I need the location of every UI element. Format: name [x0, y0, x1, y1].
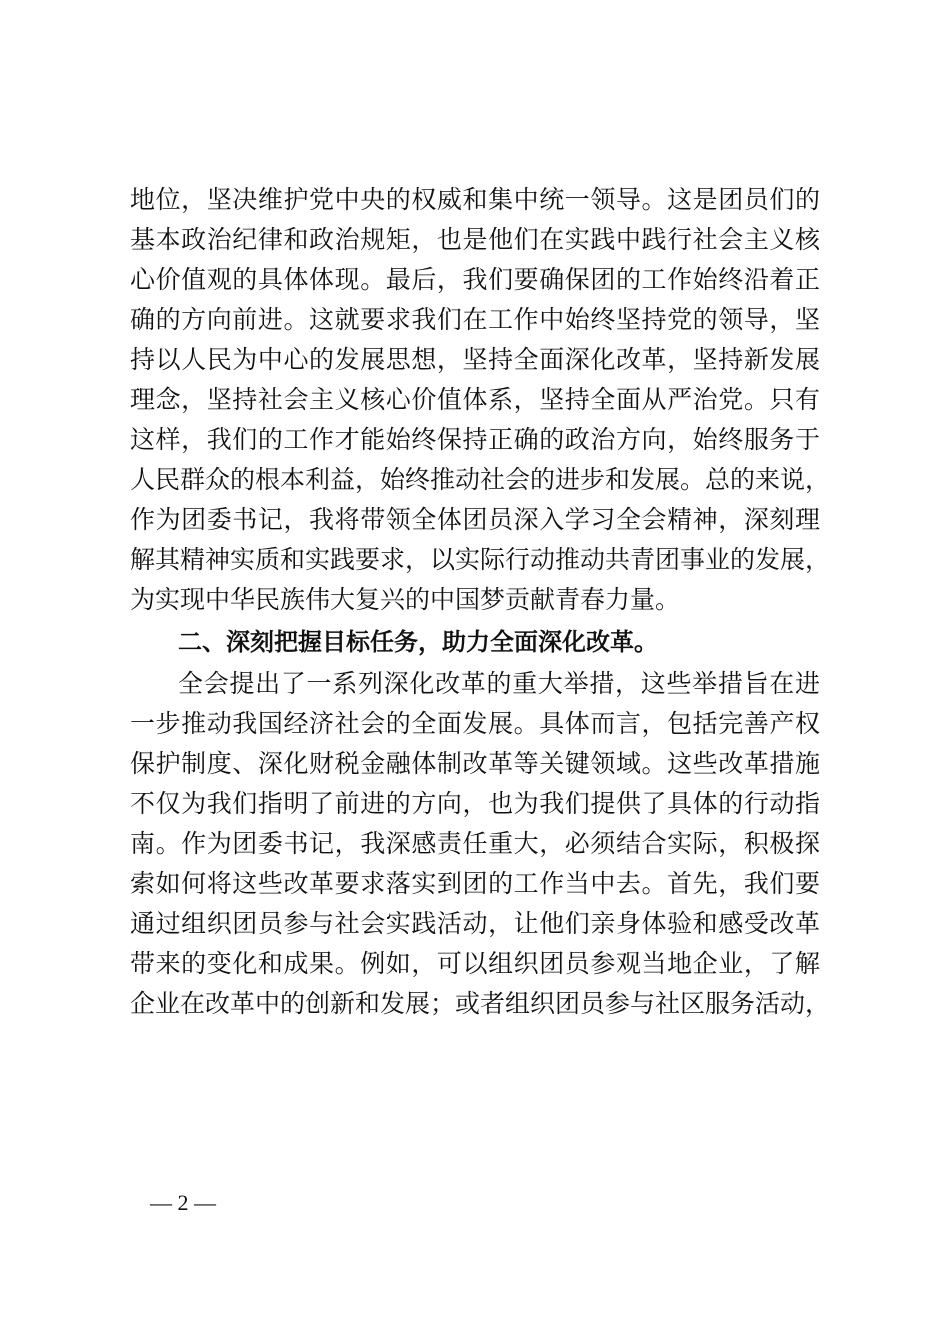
paragraph-2-line: 索如何将这些改革要求落实到团的工作当中去。首先，我们要: [130, 869, 820, 898]
paragraph-1-line: 持以人民为中心的发展思想，坚持全面深化改革，坚持新发展: [130, 345, 820, 374]
paragraph-2-line: 一步推动我国经济社会的全面发展。具体而言，包括完善产权: [130, 709, 820, 738]
paragraph-1-line: 理念，坚持社会主义核心价值体系，坚持全面从严治党。只有: [130, 385, 820, 414]
paragraph-1-line: 心价值观的具体体现。最后，我们要确保团的工作始终沿着正: [130, 265, 820, 294]
paragraph-2-line: 南。作为团委书记，我深感责任重大，必须结合实际，积极探: [130, 829, 820, 858]
paragraph-1-line: 为实现中华民族伟大复兴的中国梦贡献青春力量。: [130, 585, 681, 614]
paragraph-2-line: 全会提出了一系列深化改革的重大举措，这些举措旨在进: [178, 669, 820, 698]
paragraph-2-line: 通过组织团员参与社会实践活动，让他们亲身体验和感受改革: [130, 909, 820, 938]
section-heading: 二、深刻把握目标任务，助力全面深化改革。: [178, 628, 658, 656]
paragraph-1-line: 地位，坚决维护党中央的权威和集中统一领导。这是团员们的: [130, 185, 820, 214]
paragraph-2-line: 企业在改革中的创新和发展；或者组织团员参与社区服务活动，: [130, 989, 831, 1018]
document-body: [130, 180, 831, 1024]
paragraph-2-line: 带来的变化和成果。例如，可以组织团员参观当地企业，了解: [130, 949, 820, 978]
paragraph-1-line: 作为团委书记，我将带领全体团员深入学习全会精神，深刻理: [130, 505, 820, 534]
paragraph-1-line: 人民群众的根本利益，始终推动社会的进步和发展。总的来说，: [130, 465, 831, 494]
paragraph-2-line: 不仅为我们指明了前进的方向，也为我们提供了具体的行动指: [130, 789, 820, 818]
paragraph-2-line: 保护制度、深化财税金融体制改革等关键领域。这些改革措施: [130, 749, 820, 778]
paragraph-1-line: 基本政治纪律和政治规矩，也是他们在实践中践行社会主义核: [130, 225, 820, 254]
paragraph-1-line: 这样，我们的工作才能始终保持正确的政治方向，始终服务于: [130, 425, 820, 454]
paragraph-1-line: 解其精神实质和实践要求，以实际行动推动共青团事业的发展，: [130, 545, 831, 574]
page-number: — 2 —: [150, 1190, 216, 1215]
paragraph-1-line: 确的方向前进。这就要求我们在工作中始终坚持党的领导，坚: [130, 305, 820, 334]
